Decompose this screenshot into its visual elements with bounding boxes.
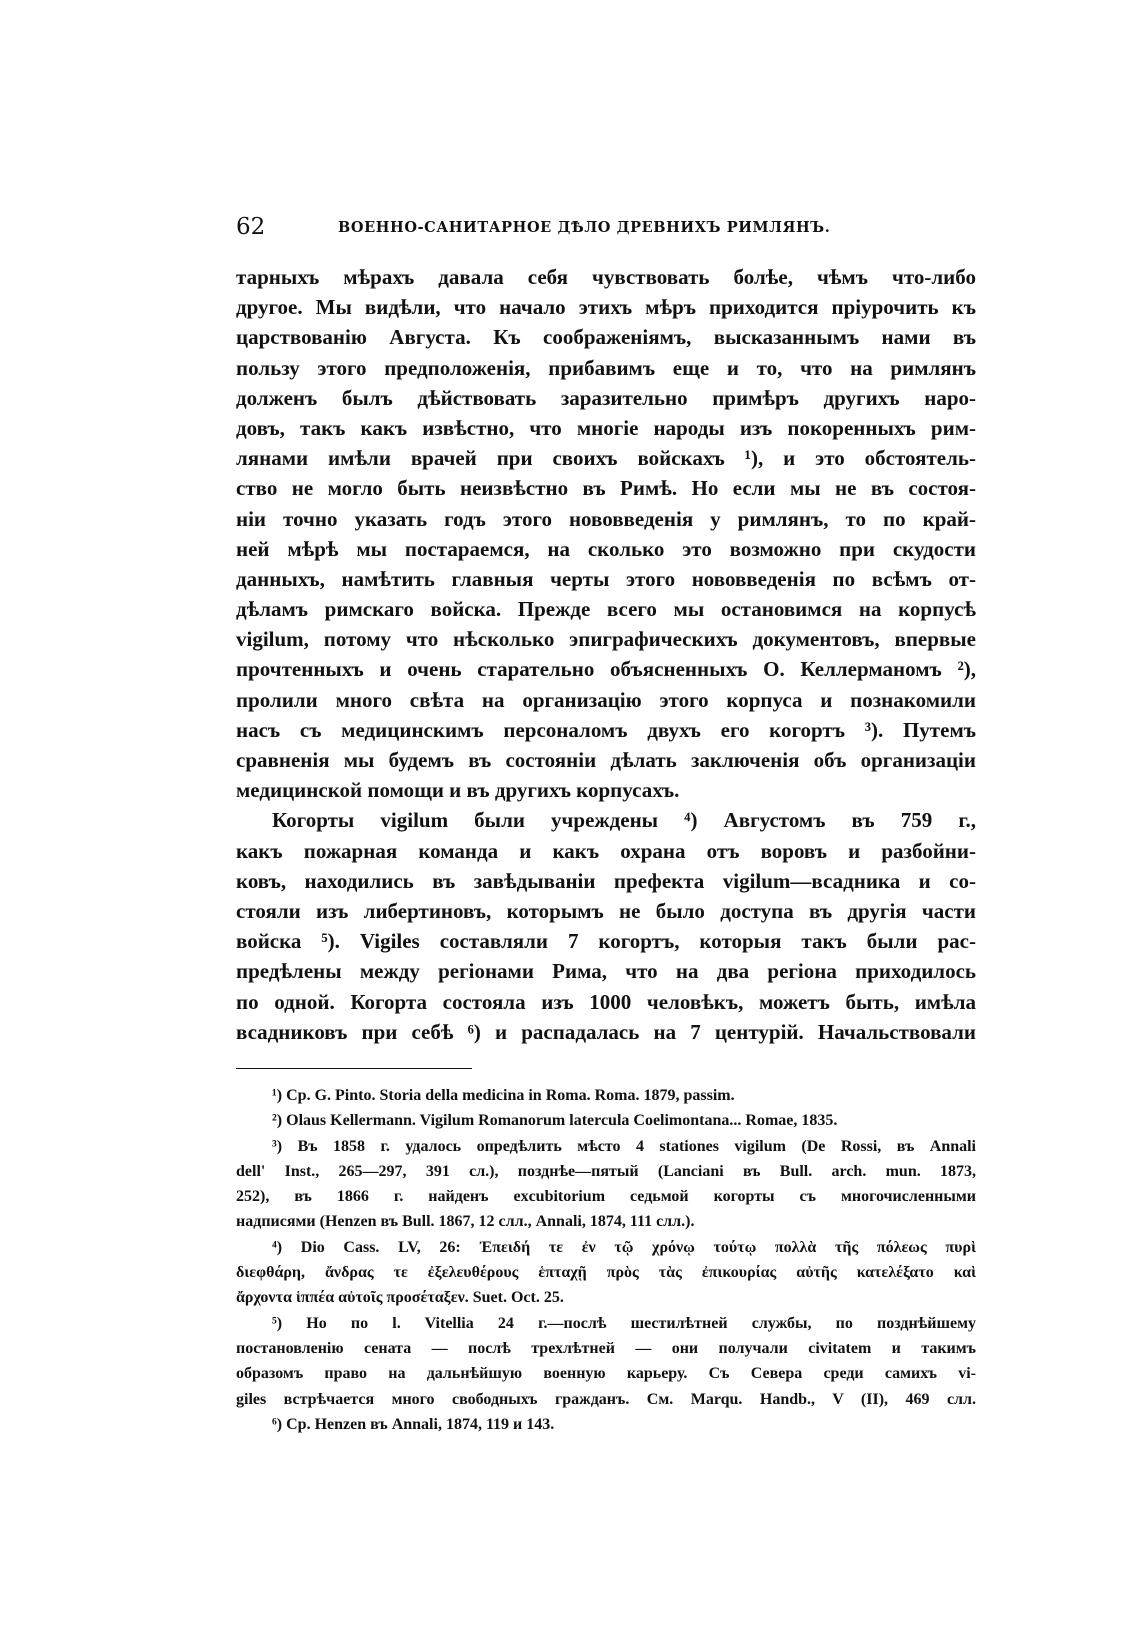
footnote-line: dell' Inst., 265—297, 391 сл.), позднѣе—пятый (Lanciani въ Bull. arch. mun. 1873, [236,1162,976,1180]
footnotes [236,1083,976,1437]
body-line: другое. Мы видѣли, что начало этихъ мѣръ приходится пріурочить къ [236,295,976,320]
footnote-line: διεφθάρη, ἄνδρας τε ἐξελευθέρους ἑπταχῇ πρὸς τὰς ἐπικουρίας αὐτῆς κατελέξατο καὶ [236,1264,976,1282]
running-title: ВОЕННО-САНИТАРНОЕ ДѢЛО ДРЕВНИХЪ РИМЛЯНЪ. [338,219,831,236]
body-line: царствованію Августа. Къ соображеніямъ, высказаннымъ нами въ [236,325,976,350]
body-line: предѣлены между регіонами Рима, что на два регіона приходилось [236,959,976,984]
body-line: сравненія мы будемъ въ состояніи дѣлать заключенія объ организаціи [236,748,976,772]
body-line: войска ⁵). Vigiles составляли 7 когортъ, которыя такъ были рас- [236,929,976,954]
page-header [236,214,976,246]
footnote-divider [236,1068,472,1069]
body-line: всадниковъ при себѣ ⁶) и распадалась на 7 центурій. Начальствовали [236,1019,976,1044]
body-line: ней мѣрѣ мы постараемся, на сколько это возможно при скудости [236,536,976,561]
body-line: тарныхъ мѣрахъ давала себя чувствовать болѣе, чѣмъ что-либо [236,265,976,289]
body-line: лянами имѣли врачей при своихъ войскахъ ¹), и это обстоятель- [236,446,976,471]
footnote-line: 252), въ 1866 г. найденъ excubitorium седьмой когорты съ многочисленными [236,1188,976,1206]
body-line: ніи точно указать годъ этого нововведенія у римлянъ, то по край- [236,506,976,531]
body-line: Когорты vigilum были учреждены ⁴) Августомъ въ 759 г., [272,808,976,833]
body-line: насъ съ медицинскимъ персоналомъ двухъ его когортъ ³). Путемъ [236,717,976,742]
footnote-line: ⁶) Cp. Henzen въ Annali, 1874, 119 и 143. [272,1415,555,1433]
footnote-line: giles встрѣчается много свободныхъ гражданъ. См. Marqu. Handb., V (II), 469 слл. [236,1390,976,1408]
footnote-line: ⁴) Dio Cass. LV, 26: Ἐπειδή τε ἐν τῷ χρόνῳ τούτῳ πολλὰ τῆς πόλεως πυρὶ [272,1238,976,1256]
footnote-line: надписями (Henzen въ Bull. 1867, 12 слл., Annali, 1874, 111 слл.). [236,1213,695,1231]
body-line: пролили много свѣта на организацію этого корпуса и познакомили [236,687,976,712]
body-line: по одной. Когорта состояла изъ 1000 человѣкъ, можетъ быть, имѣла [236,989,976,1014]
body-line: пользу этого предположенія, прибавимъ еще и то, что на римлянъ [236,355,976,380]
footnote-line: образомъ право на дальнѣйшую военную карьеру. Съ Севера среди самихъ vi- [236,1365,976,1383]
footnote-line: ἄρχοντα ἱππέα αὐτοῖς προσέταξεν. Suet. Oct. 25. [236,1289,564,1307]
body-text [236,262,976,1047]
body-line: довъ, такъ какъ извѣстно, что многіе народы изъ покоренныхъ рим- [236,415,976,440]
body-line: стояли изъ либертиновъ, которымъ не было доступа въ другія части [236,898,976,923]
body-line: прочтенныхъ и очень старательно объясненныхъ О. Келлерманомъ ²), [236,657,976,682]
footnote-line: ¹) Cp. G. Pinto. Storia della medicina in Roma. Roma. 1879, passim. [272,1087,735,1104]
body-line: ковъ, находились въ завѣдываніи префекта vigilum—всадника и со- [236,868,976,893]
footnote-line: ³) Въ 1858 г. удалось опредѣлить мѣсто 4 stationes vigilum (De Rossi, въ Annali [272,1137,976,1155]
footnote-line: ⁵) Но по l. Vitellia 24 г.—послѣ шестилѣтней службы, по позднѣйшему [272,1314,976,1332]
body-line: медицинской помощи и въ другихъ корпусахъ. [236,778,680,803]
page-number: 62 [236,214,266,240]
body-line: долженъ былъ дѣйствовать заразительно примѣръ другихъ наро- [236,385,976,410]
footnote-line: постановленію сената — послѣ трехлѣтней — они получали civitatem и такимъ [236,1339,976,1357]
body-line: дѣламъ римскаго войска. Прежде всего мы остановимся на корпусѣ [236,597,976,622]
body-line: какъ пожарная команда и какъ охрана отъ воровъ и разбойни- [236,838,976,863]
body-line: данныхъ, намѣтить главныя черты этого нововведенія по всѣмъ от- [236,566,976,591]
body-line: ство не могло быть неизвѣстно въ Римѣ. Но если мы не въ состоя- [236,476,976,501]
footnote-line: ²) Olaus Kellermann. Vigilum Romanorum latercula Coelimontana... Romae, 1835. [272,1112,838,1130]
body-line: vigilum, потому что нѣсколько эпиграфическихъ документовъ, впервые [236,627,976,652]
